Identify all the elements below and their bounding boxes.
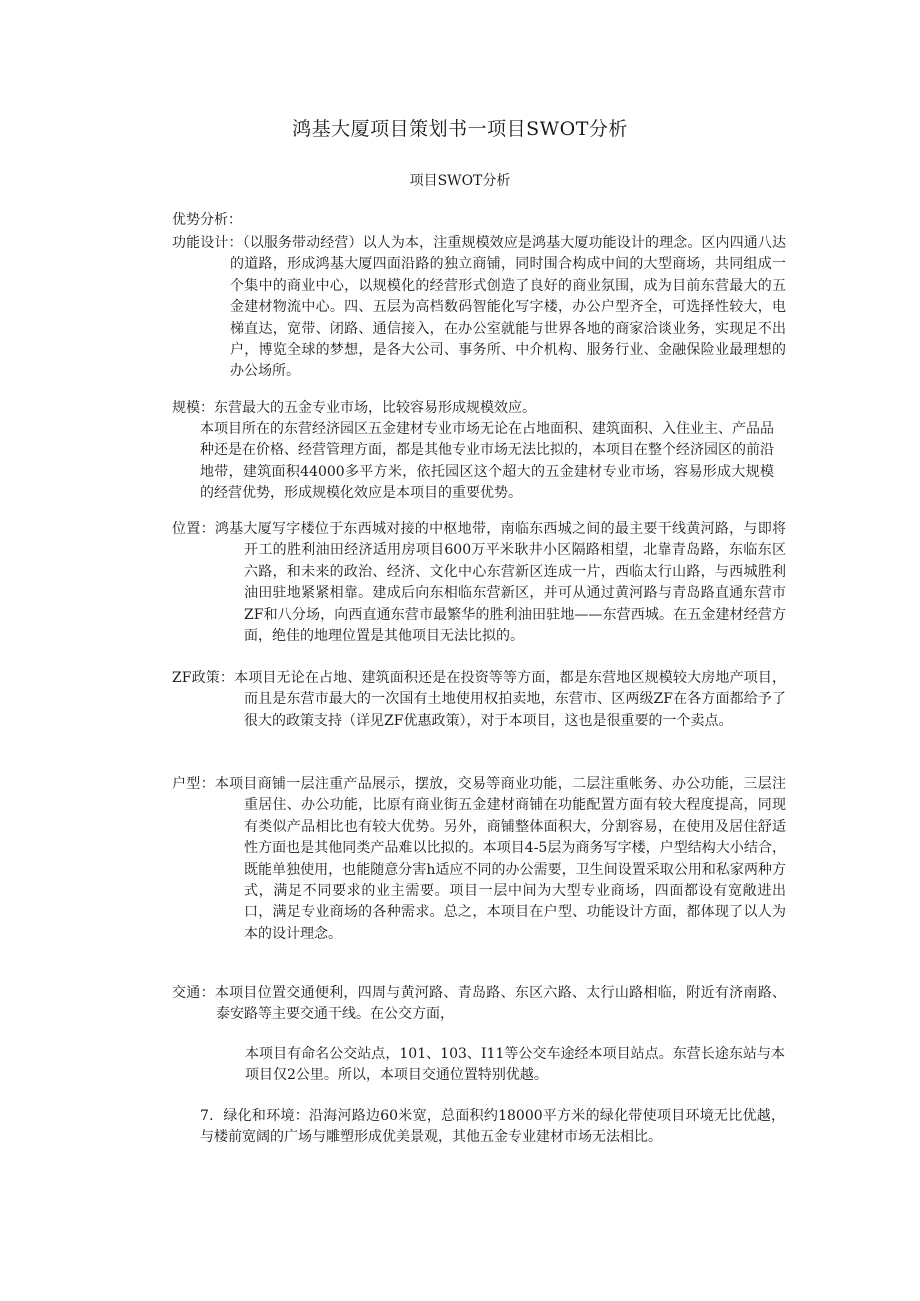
section-text: 本项目位置交通便利，四周与黄河路、青岛路、东区六路、太行山路相临，附近有济南路、泰安路等主要交通干线。在公交方面， — [214, 985, 786, 1023]
paragraph — [172, 774, 786, 945]
section-text: 本项目商铺一层注重产品展示，摆放，交易等商业功能，二层注重帐务、办公功能，三层注重居住、办公功能，比原有商业街五金建材商铺在功能配置方面有较大程度提高，同现有类似产品相比也有较大优势。另外，商铺整体面积大，分割容易，在使用及居住舒适性方面也是其他同类产品难以比拟的。本项目4-5层为商务写字楼，户型结构大小结合，既能单独使用，也能随意分害h适应不同的办公需要，卫生间设置采取公用和私家两种方式，满足不同要求的业主需要。项目一层中间为大型专业商场，四面都设有宽敞进出口，满足专业商场的各种需求。总之，本项目在户型、功能设计方面，都体现了以人为本的设计理念。 — [214, 776, 786, 942]
paragraph — [172, 519, 786, 647]
section-label: ZF政策： — [172, 670, 235, 686]
section-label: 交通： — [172, 985, 215, 1001]
section-scale-heading — [172, 398, 772, 419]
section-scale-body — [200, 419, 774, 505]
section-traffic-bus — [245, 1044, 785, 1087]
paragraph — [172, 233, 786, 383]
advantage-heading: 优势分析： — [172, 212, 242, 228]
section-policy — [172, 668, 786, 732]
section-location — [172, 519, 786, 647]
section-label: 功能设计： — [172, 235, 243, 251]
section-text: （以服务带动经营）以人为本，注重规模效应是鸿基大厦功能设计的理念。区内四通八达的道路，形成鸿基大厦四面沿路的独立商铺，同时围合构成中间的大型商场，共同组成一个集中的商业中心，以规模化的经营形式创造了良好的商业氛围，成为目前东营最大的五金建材物流中心。四、五层为高档数码智能化写字楼，办公户型齐全，可选择性较大，电梯直达，宽带、闭路、通信接入，在办公室就能与世界各地的商家洽谈业务，实现足不出户，博览全球的梦想，是各大公司、事务所、中介机构、服务行业、金融保险业最理想的办公场所。 — [230, 235, 787, 380]
section-function-design — [172, 233, 786, 383]
paragraph — [172, 983, 786, 1026]
section-unit-layout — [172, 774, 786, 945]
document-title: 鸿基大厦项目策划书一项目SWOT分析 — [292, 118, 628, 140]
section-text: 7．绿化和环境：沿海河路边60米宽，总面积约18000平方米的绿化带使项目环境无比优越，与楼前宽阔的广场与雕塑形成优美景观，其他五金专业建材市场无法相比。 — [200, 1108, 785, 1146]
section-label: 规模： — [172, 400, 214, 416]
section-text: 本项目所在的东营经济园区五金建材专业市场无论在占地面积、建筑面积、入住业主、产品品种还是在价格、经营管理方面，都是其他专业市场无法比拟的，本项目在整个经济园区的前沿地带，建筑面积44000多平方米，依托园区这个超大的五金建材专业市场，容易形成大规模的经营优势，形成规模化效应是本项目的重要优势。 — [200, 421, 774, 502]
section-label: 位置： — [172, 521, 215, 537]
section-text: 本项目有命名公交站点，101、103、I11等公交车途经本项目站点。东营长途东站与本项目仅2公里。所以，本项目交通位置特别优越。 — [245, 1046, 785, 1084]
section-greening — [200, 1106, 785, 1149]
section-text: 鸿基大厦写字楼位于东西城对接的中枢地带，南临东西城之间的最主要干线黄河路，与即将开工的胜利油田经济适用房项目600万平米耿井小区隔路相望，北靠青岛路，东临东区六路，和未来的政治、经济、文化中心东营新区连成一片，西临太行山路，与西城胜利油田驻地紧紧相靠。建成后向东相临东营新区，并可从通过黄河路与青岛路直通东营市ZF和八分场，向西直通东营市最繁华的胜利油田驻地——东营西城。在五金建材经营方面，绝佳的地理位置是其他项目无法比拟的。 — [214, 521, 786, 645]
document-subtitle: 项目SWOT分析 — [409, 173, 511, 189]
section-label: 户型： — [172, 776, 215, 792]
section-headline: 东营最大的五金专业市场，比较容易形成规模效应。 — [214, 400, 536, 416]
section-text: 本项目无论在占地、建筑面积还是在投资等等方面，都是东营地区规模较大房地产项目，而且是东营市最大的一次国有土地使用权拍卖地，东营市、区两级ZF在各方面都给予了很大的政策支持（详见ZF优惠政策），对于本项目，这也是很重要的一个卖点。 — [234, 670, 786, 729]
section-traffic — [172, 983, 786, 1026]
paragraph — [172, 398, 772, 419]
paragraph — [172, 668, 786, 732]
